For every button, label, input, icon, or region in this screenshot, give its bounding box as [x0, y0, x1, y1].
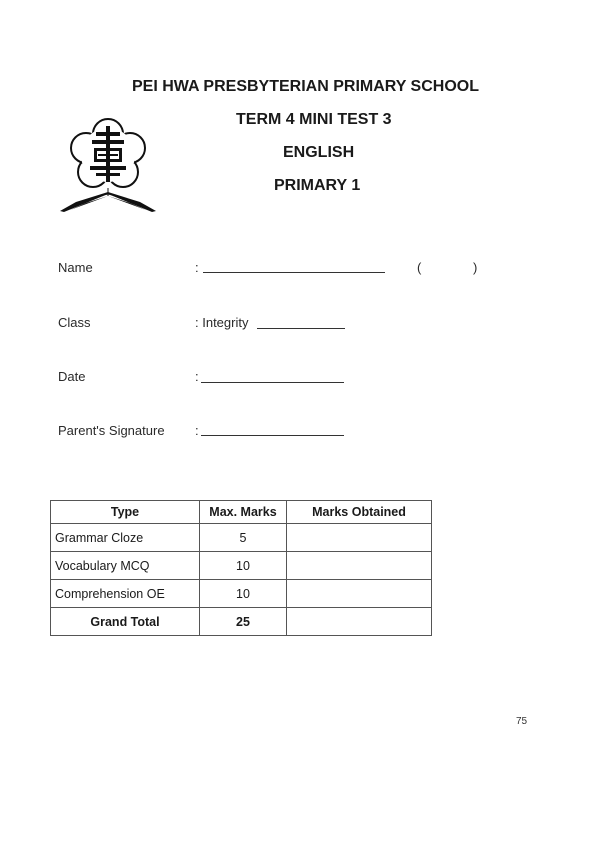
index-paren-open: (	[417, 260, 422, 275]
name-label: Name	[58, 260, 93, 275]
header-max-marks: Max. Marks	[200, 501, 287, 524]
row-obtained-cell[interactable]	[287, 524, 432, 552]
row-obtained-cell[interactable]	[287, 580, 432, 608]
total-obtained-cell[interactable]	[287, 608, 432, 636]
row-obtained-cell[interactable]	[287, 552, 432, 580]
table-row	[51, 552, 432, 580]
total-label: Grand Total	[51, 608, 200, 636]
school-crest-icon	[56, 110, 162, 216]
table-row	[51, 580, 432, 608]
row-type: Vocabulary MCQ	[51, 552, 200, 580]
index-paren-close: )	[473, 260, 478, 275]
row-max: 10	[200, 580, 287, 608]
name-colon: :	[195, 260, 199, 275]
test-title: TERM 4 MINI TEST 3	[236, 111, 392, 128]
table-total-row	[51, 608, 432, 636]
date-colon: :	[195, 369, 199, 384]
table-row	[51, 524, 432, 552]
date-label: Date	[58, 369, 86, 384]
signature-colon: :	[195, 423, 199, 438]
date-field[interactable]	[201, 381, 344, 383]
signature-label: Parent's Signature	[58, 423, 165, 438]
total-max: 25	[200, 608, 287, 636]
row-type: Comprehension OE	[51, 580, 200, 608]
marks-table	[50, 500, 432, 636]
page-mark: 75	[516, 716, 528, 727]
name-field[interactable]	[203, 271, 385, 273]
row-max: 5	[200, 524, 287, 552]
header-marks-obtained: Marks Obtained	[287, 501, 432, 524]
table-header-row	[51, 501, 432, 524]
school-name: PEI HWA PRESBYTERIAN PRIMARY SCHOOL	[132, 78, 479, 95]
subject-title: ENGLISH	[283, 144, 355, 161]
row-max: 10	[200, 552, 287, 580]
level-title: PRIMARY 1	[274, 177, 361, 194]
row-type: Grammar Cloze	[51, 524, 200, 552]
class-label: Class	[58, 315, 91, 330]
class-value: : Integrity	[195, 315, 249, 330]
class-field[interactable]	[257, 327, 345, 329]
signature-field[interactable]	[201, 434, 344, 436]
header-type: Type	[51, 501, 200, 524]
